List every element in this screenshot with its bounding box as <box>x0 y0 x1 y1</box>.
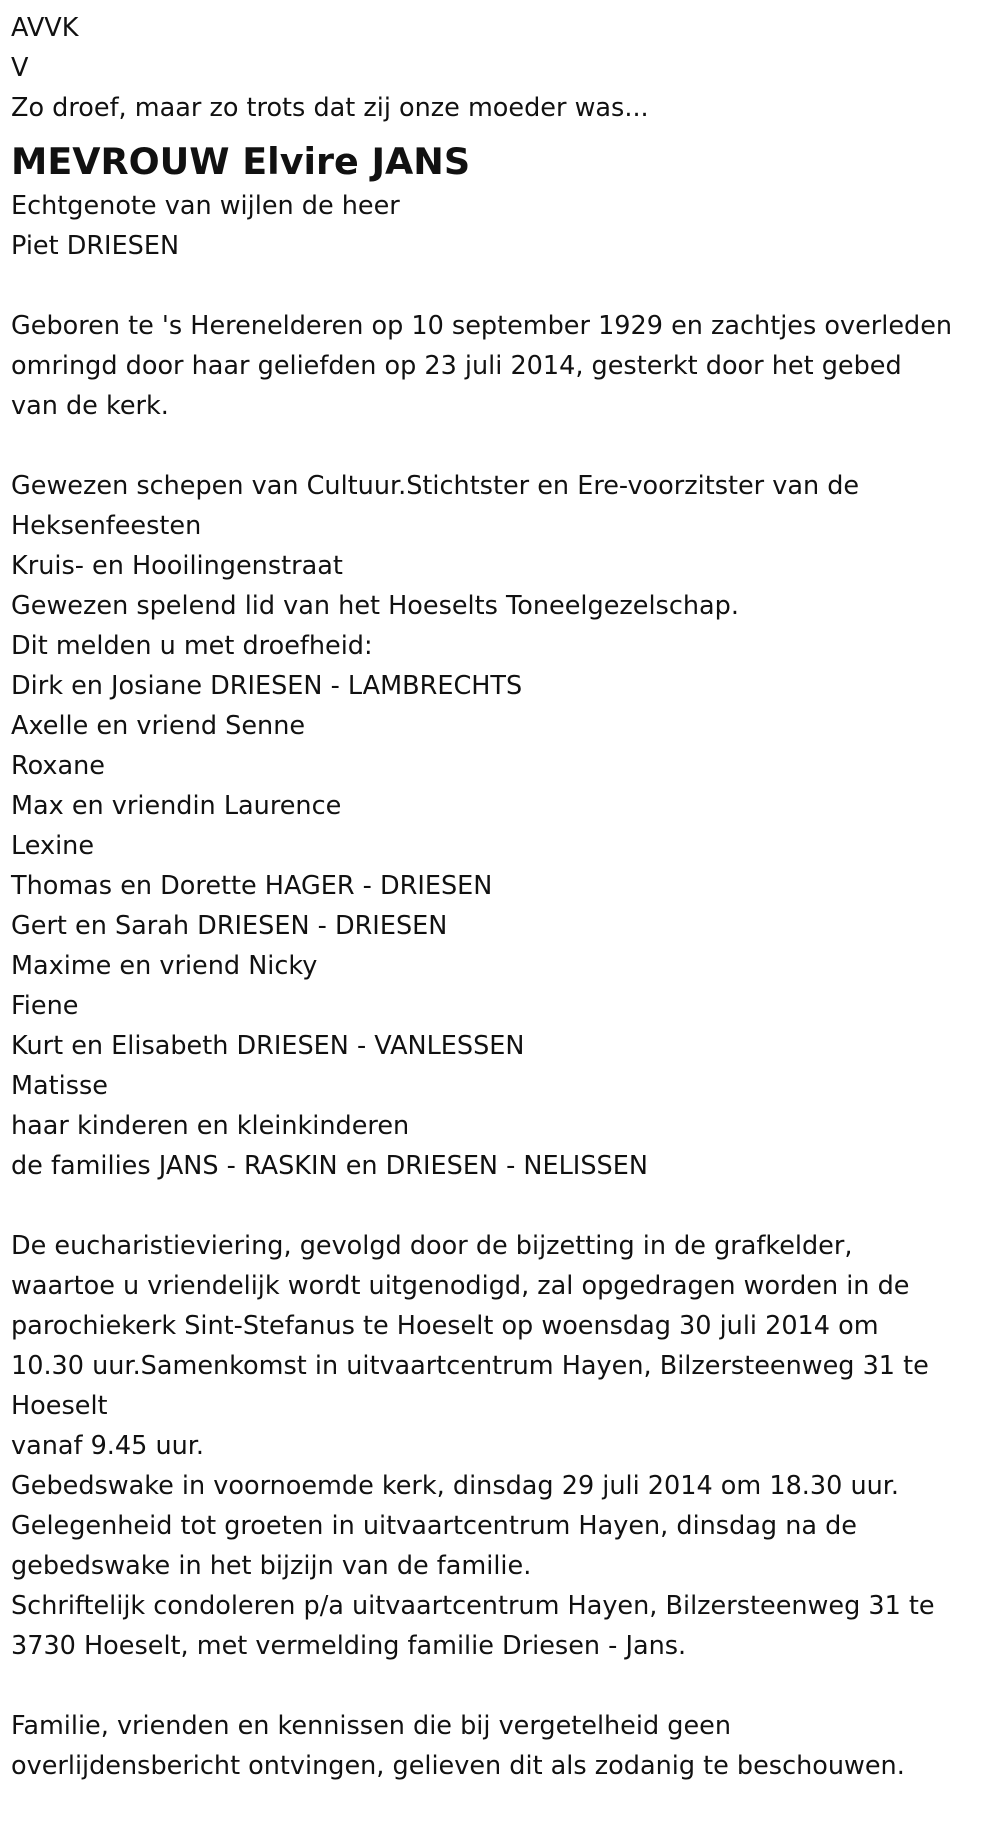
family-member: Thomas en Dorette HAGER - DRIESEN <box>11 871 493 901</box>
family-section <box>11 626 1000 1186</box>
family-member: Matisse <box>11 1071 108 1101</box>
spouse-name: Piet DRIESEN <box>11 231 180 261</box>
family-member: Kurt en Elisabeth DRIESEN - VANLESSEN <box>11 1031 525 1061</box>
closing-section <box>11 1706 1000 1786</box>
birth-death-line: van de kerk. <box>11 391 169 421</box>
role-line: Kruis- en Hooilingenstraat <box>11 551 343 581</box>
ceremony-line: Schriftelijk condoleren p/a uitvaartcentrum Hayen, Bilzersteenweg 31 te <box>11 1591 935 1621</box>
family-member: Dirk en Josiane DRIESEN - LAMBRECHTS <box>11 671 523 701</box>
closing-line: overlijdensbericht ontvingen, gelieven dit als zodanig te beschouwen. <box>11 1751 905 1781</box>
header-quote: Zo droef, maar zo trots dat zij onze moeder was... <box>11 93 649 123</box>
role-line: Heksenfeesten <box>11 511 202 541</box>
birth-death-line: Geboren te 's Herenelderen op 10 september 1929 en zachtjes overleden <box>11 311 953 341</box>
birth-death-line: omringd door haar geliefden op 23 juli 2014, gesterkt door het gebed <box>11 351 902 381</box>
family-member: Max en vriendin Laurence <box>11 791 342 821</box>
family-member: Roxane <box>11 751 105 781</box>
ceremony-line: Gebedswake in voornoemde kerk, dinsdag 29 juli 2014 om 18.30 uur. <box>11 1471 900 1501</box>
ceremony-line: gebedswake in het bijzijn van de familie. <box>11 1551 532 1581</box>
ceremony-line: 3730 Hoeselt, met vermelding familie Driesen - Jans. <box>11 1631 687 1661</box>
ceremony-line: 10.30 uur.Samenkomst in uitvaartcentrum Hayen, Bilzersteenweg 31 te <box>11 1351 929 1381</box>
ceremony-line: waartoe u vriendelijk wordt uitgenodigd, zal opgedragen worden in de <box>11 1271 910 1301</box>
birth-death-section <box>11 306 1000 426</box>
ceremony-line: De eucharistieviering, gevolgd door de bijzetting in de grafkelder, <box>11 1231 853 1261</box>
spacer <box>11 1666 1000 1706</box>
roles-section <box>11 466 1000 626</box>
family-member: Fiene <box>11 991 79 1021</box>
spacer <box>11 266 1000 306</box>
family-member: Gert en Sarah DRIESEN - DRIESEN <box>11 911 448 941</box>
header-section <box>11 8 1000 128</box>
role-line: Gewezen spelend lid van het Hoeselts Toneelgezelschap. <box>11 591 739 621</box>
header-code: AVVK <box>11 13 79 43</box>
spacer <box>11 1186 1000 1226</box>
family-intro: Dit melden u met droefheid: <box>11 631 373 661</box>
family-member: haar kinderen en kleinkinderen <box>11 1111 410 1141</box>
ceremony-line: Gelegenheid tot groeten in uitvaartcentrum Hayen, dinsdag na de <box>11 1511 857 1541</box>
ceremony-section <box>11 1226 1000 1666</box>
deceased-name: MEVROUW Elvire JANS <box>11 140 471 183</box>
deceased-section <box>11 138 1000 266</box>
role-line: Gewezen schepen van Cultuur.Stichtster en Ere-voorzitster van de <box>11 471 860 501</box>
ceremony-line: vanaf 9.45 uur. <box>11 1431 205 1461</box>
spacer <box>11 426 1000 466</box>
closing-line: Familie, vrienden en kennissen die bij vergetelheid geen <box>11 1711 731 1741</box>
header-letter: V <box>11 53 29 83</box>
ceremony-line: parochiekerk Sint-Stefanus te Hoeselt op woensdag 30 juli 2014 om <box>11 1311 879 1341</box>
family-member: Maxime en vriend Nicky <box>11 951 318 981</box>
spouse-line: Echtgenote van wijlen de heer <box>11 191 400 221</box>
family-member: Lexine <box>11 831 95 861</box>
ceremony-line: Hoeselt <box>11 1391 108 1421</box>
family-member: de families JANS - RASKIN en DRIESEN - NELISSEN <box>11 1151 648 1181</box>
family-member: Axelle en vriend Senne <box>11 711 306 741</box>
